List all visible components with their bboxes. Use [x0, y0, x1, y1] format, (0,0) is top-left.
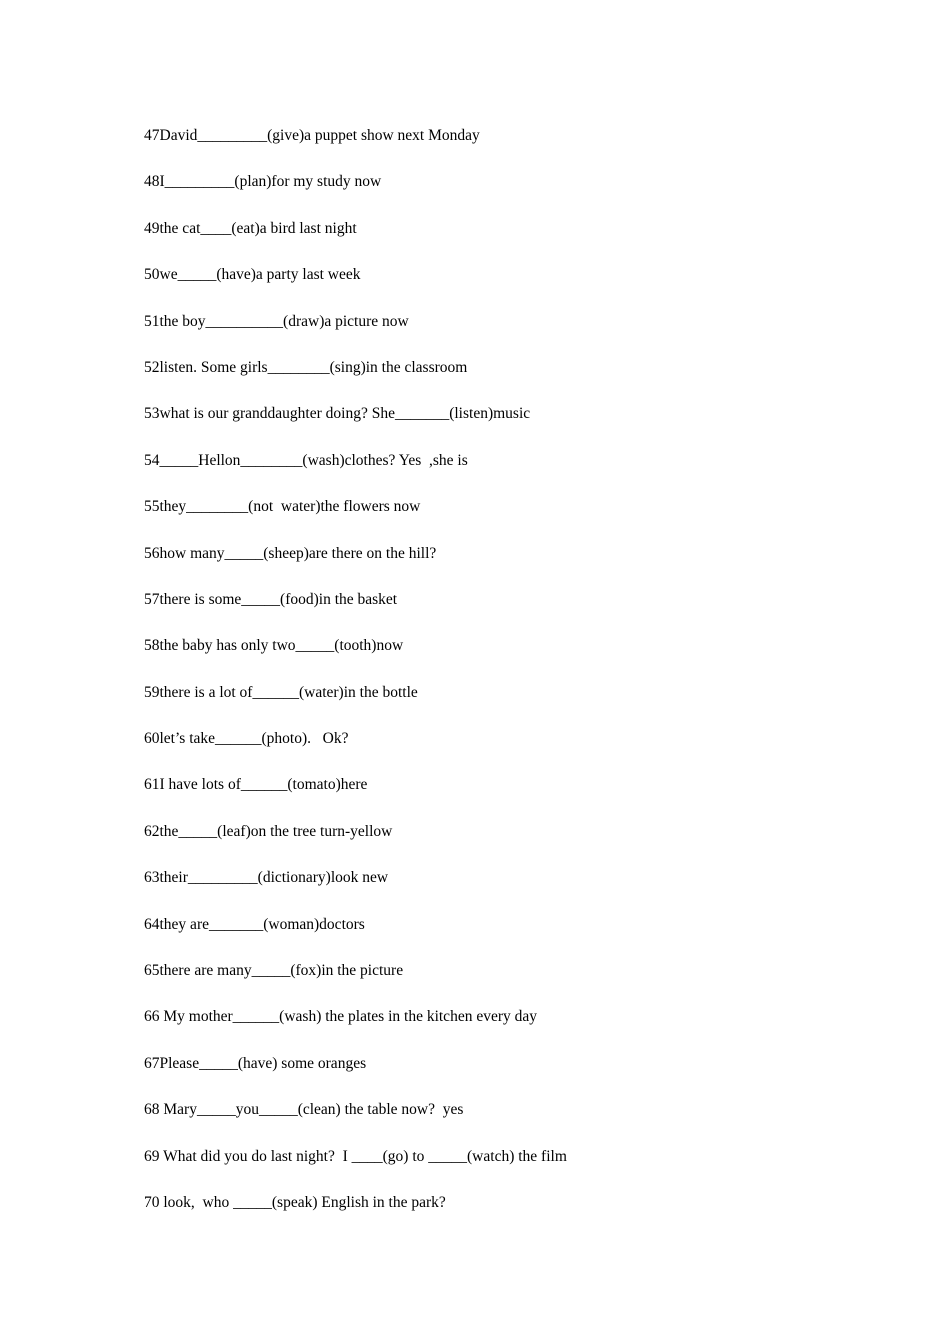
- exercise-item-56: 56how many_____(sheep)are there on the hill?: [144, 544, 437, 562]
- exercise-item-69: 69 What did you do last night? I ____(go) to _____(watch) the film: [144, 1147, 567, 1165]
- exercise-list: [144, 125, 567, 1238]
- exercise-item-52: 52listen. Some girls________(sing)in the classroom: [144, 358, 468, 376]
- exercise-item-49: 49the cat____(eat)a bird last night: [144, 219, 357, 237]
- exercise-item-62: 62the_____(leaf)on the tree turn-yellow: [144, 822, 393, 840]
- exercise-item-53: 53what is our granddaughter doing? She_______(listen)music: [144, 405, 531, 423]
- exercise-item-68: 68 Mary_____you_____(clean) the table now? yes: [144, 1101, 464, 1119]
- exercise-item-57: 57there is some_____(food)in the basket: [144, 590, 398, 608]
- exercise-item-50: 50we_____(have)a party last week: [144, 266, 361, 284]
- exercise-item-60: 60let’s take______(photo). Ok?: [144, 730, 349, 748]
- exercise-item-55: 55they________(not water)the flowers now: [144, 498, 421, 516]
- exercise-item-70: 70 look, who _____(speak) English in the park?: [144, 1193, 446, 1211]
- exercise-item-59: 59there is a lot of______(water)in the bottle: [144, 683, 418, 701]
- exercise-item-51: 51the boy__________(draw)a picture now: [144, 312, 409, 330]
- exercise-item-61: 61I have lots of______(tomato)here: [144, 776, 368, 794]
- exercise-item-66: 66 My mother______(wash) the plates in the kitchen every day: [144, 1008, 537, 1026]
- exercise-item-48: 48I_________(plan)for my study now: [144, 173, 382, 191]
- exercise-item-67: 67Please_____(have) some oranges: [144, 1054, 367, 1072]
- exercise-item-47: 47David_________(give)a puppet show next Monday: [144, 127, 480, 144]
- exercise-item-63: 63their_________(dictionary)look new: [144, 869, 389, 887]
- exercise-item-64: 64they are_______(woman)doctors: [144, 915, 365, 933]
- exercise-item-58: 58the baby has only two_____(tooth)now: [144, 637, 404, 655]
- exercise-item-65: 65there are many_____(fox)in the picture: [144, 962, 404, 980]
- exercise-item-54: 54_____Hellon________(wash)clothes? Yes ,she is: [144, 451, 468, 469]
